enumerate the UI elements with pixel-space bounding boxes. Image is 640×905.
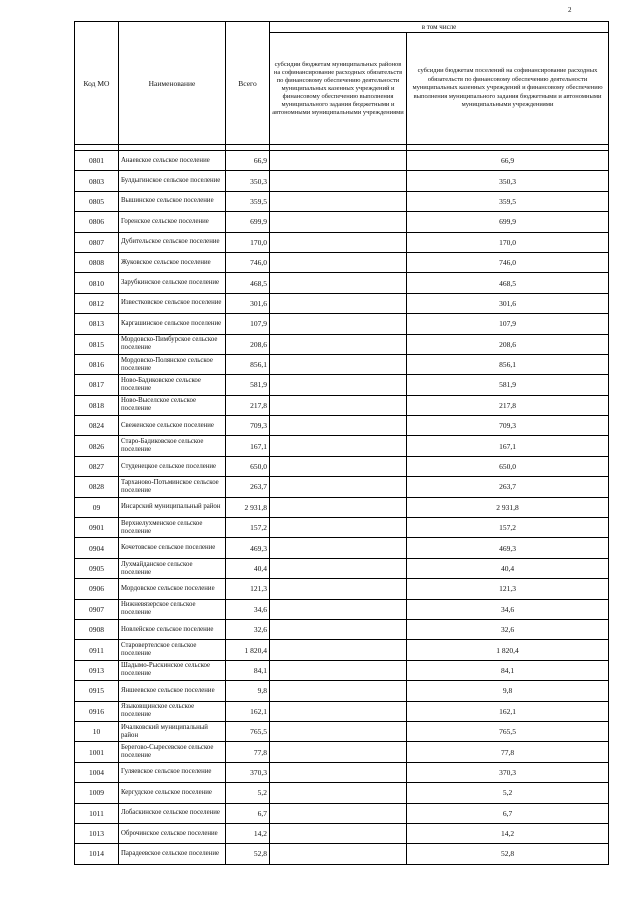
table-row	[75, 171, 609, 191]
cell-sub2: 66,9	[407, 151, 609, 171]
cell-name: Парадеевское сельское поселение	[119, 844, 226, 864]
cell-total: 40,4	[226, 558, 270, 578]
cell-total: 66,9	[226, 151, 270, 171]
cell-name: Старовертелское сельское поселение	[119, 640, 226, 660]
cell-sub2: 301,6	[407, 293, 609, 313]
cell-code: 0916	[75, 701, 119, 721]
cell-sub2: 9,8	[407, 681, 609, 701]
cell-sub2: 370,3	[407, 762, 609, 782]
cell-total: 765,5	[226, 721, 270, 741]
table-body	[75, 151, 609, 865]
cell-sub1	[270, 477, 407, 497]
cell-name: Зарубкинское сельское поселение	[119, 273, 226, 293]
cell-name: Ново-Бадиковское сельское поселение	[119, 375, 226, 395]
cell-sub2: 14,2	[407, 823, 609, 843]
cell-total: 650,0	[226, 456, 270, 476]
cell-code: 0913	[75, 660, 119, 680]
table-row	[75, 721, 609, 741]
cell-code: 0905	[75, 558, 119, 578]
cell-sub2: 6,7	[407, 803, 609, 823]
cell-name: Мордовское сельское поселение	[119, 579, 226, 599]
cell-name: Берегово-Сыресевское сельское поселение	[119, 742, 226, 762]
cell-sub2: 32,6	[407, 619, 609, 639]
cell-name: Мордовско-Полянское сельское поселение	[119, 354, 226, 374]
cell-total: 469,3	[226, 538, 270, 558]
cell-total: 217,8	[226, 395, 270, 415]
cell-name: Ново-Выселское сельское поселение	[119, 395, 226, 415]
table-row	[75, 762, 609, 782]
cell-name: Жуковское сельское поселение	[119, 252, 226, 272]
cell-code: 0810	[75, 273, 119, 293]
cell-sub1	[270, 375, 407, 395]
cell-total: 350,3	[226, 171, 270, 191]
table-row	[75, 619, 609, 639]
cell-sub2: 746,0	[407, 252, 609, 272]
cell-code: 0901	[75, 518, 119, 538]
cell-total: 9,8	[226, 681, 270, 701]
cell-sub1	[270, 354, 407, 374]
table-row	[75, 273, 609, 293]
cell-total: 370,3	[226, 762, 270, 782]
cell-name: Тарханово-Потьминское сельское поселение	[119, 477, 226, 497]
cell-total: 709,3	[226, 416, 270, 436]
page-number: 2	[568, 6, 572, 14]
cell-total: 301,6	[226, 293, 270, 313]
cell-sub2: 350,3	[407, 171, 609, 191]
table-row	[75, 293, 609, 313]
cell-code: 1004	[75, 762, 119, 782]
cell-code: 0807	[75, 232, 119, 252]
cell-total: 2 931,8	[226, 497, 270, 517]
table-row	[75, 579, 609, 599]
cell-total: 77,8	[226, 742, 270, 762]
cell-total: 1 820,4	[226, 640, 270, 660]
cell-sub2: 157,2	[407, 518, 609, 538]
cell-sub1	[270, 293, 407, 313]
cell-total: 167,1	[226, 436, 270, 456]
table-row	[75, 151, 609, 171]
cell-total: 746,0	[226, 252, 270, 272]
cell-code: 0826	[75, 436, 119, 456]
cell-sub2: 359,5	[407, 191, 609, 211]
table-row	[75, 191, 609, 211]
cell-total: 581,9	[226, 375, 270, 395]
cell-code: 0904	[75, 538, 119, 558]
cell-total: 856,1	[226, 354, 270, 374]
cell-sub1	[270, 212, 407, 232]
header-group: в том числе	[270, 22, 609, 33]
table-row	[75, 660, 609, 680]
cell-sub1	[270, 823, 407, 843]
cell-sub2: 121,3	[407, 579, 609, 599]
table-row	[75, 477, 609, 497]
cell-sub2: 1 820,4	[407, 640, 609, 660]
table-row	[75, 212, 609, 232]
cell-sub2: 5,2	[407, 783, 609, 803]
cell-name: Инсарский муниципальный район	[119, 497, 226, 517]
table-row	[75, 314, 609, 334]
cell-total: 84,1	[226, 660, 270, 680]
cell-sub1	[270, 721, 407, 741]
table-row	[75, 518, 609, 538]
cell-sub1	[270, 803, 407, 823]
subsidy-table	[74, 21, 609, 865]
cell-sub2: 699,9	[407, 212, 609, 232]
cell-sub1	[270, 151, 407, 171]
cell-name: Гуляевское сельское поселение	[119, 762, 226, 782]
cell-sub2: 40,4	[407, 558, 609, 578]
cell-code: 1014	[75, 844, 119, 864]
cell-sub2: 650,0	[407, 456, 609, 476]
table-row	[75, 436, 609, 456]
cell-total: 107,9	[226, 314, 270, 334]
cell-total: 6,7	[226, 803, 270, 823]
header-total: Всего	[226, 22, 270, 145]
cell-sub1	[270, 783, 407, 803]
cell-sub1	[270, 191, 407, 211]
table-row	[75, 416, 609, 436]
cell-total: 157,2	[226, 518, 270, 538]
cell-name: Шадымо-Рыскинское сельское поселение	[119, 660, 226, 680]
cell-sub1	[270, 518, 407, 538]
cell-code: 0818	[75, 395, 119, 415]
cell-name: Известковское сельское поселение	[119, 293, 226, 313]
cell-code: 0806	[75, 212, 119, 232]
cell-total: 32,6	[226, 619, 270, 639]
cell-name: Булдыгинское сельское поселение	[119, 171, 226, 191]
cell-total: 121,3	[226, 579, 270, 599]
cell-sub1	[270, 599, 407, 619]
cell-total: 468,5	[226, 273, 270, 293]
table-row	[75, 803, 609, 823]
cell-name: Новлейское сельское поселение	[119, 619, 226, 639]
cell-name: Нижневязерское сельское поселение	[119, 599, 226, 619]
cell-name: Языковщинское сельское поселение	[119, 701, 226, 721]
cell-sub2: 469,3	[407, 538, 609, 558]
cell-total: 263,7	[226, 477, 270, 497]
cell-code: 0808	[75, 252, 119, 272]
cell-name: Старо-Бадиковское сельское поселение	[119, 436, 226, 456]
cell-sub1	[270, 252, 407, 272]
cell-code: 0812	[75, 293, 119, 313]
cell-sub2: 52,8	[407, 844, 609, 864]
cell-name: Яншеевское сельское поселение	[119, 681, 226, 701]
cell-name: Оброчинское сельское поселение	[119, 823, 226, 843]
cell-sub1	[270, 701, 407, 721]
table-row	[75, 252, 609, 272]
cell-sub1	[270, 456, 407, 476]
table-header	[75, 22, 609, 151]
cell-code: 0907	[75, 599, 119, 619]
cell-total: 52,8	[226, 844, 270, 864]
cell-code: 1001	[75, 742, 119, 762]
cell-code: 0906	[75, 579, 119, 599]
cell-total: 359,5	[226, 191, 270, 211]
cell-code: 0828	[75, 477, 119, 497]
cell-code: 0816	[75, 354, 119, 374]
cell-sub1	[270, 681, 407, 701]
cell-code: 0801	[75, 151, 119, 171]
cell-sub1	[270, 742, 407, 762]
cell-sub1	[270, 497, 407, 517]
cell-sub1	[270, 314, 407, 334]
cell-name: Кочетовское сельское поселение	[119, 538, 226, 558]
table-row	[75, 334, 609, 354]
cell-sub2: 170,0	[407, 232, 609, 252]
cell-sub1	[270, 558, 407, 578]
cell-code: 1013	[75, 823, 119, 843]
table-row	[75, 599, 609, 619]
cell-sub2: 709,3	[407, 416, 609, 436]
cell-total: 170,0	[226, 232, 270, 252]
table-row	[75, 823, 609, 843]
cell-code: 0911	[75, 640, 119, 660]
cell-code: 0815	[75, 334, 119, 354]
cell-sub2: 263,7	[407, 477, 609, 497]
cell-sub2: 2 931,8	[407, 497, 609, 517]
cell-code: 0827	[75, 456, 119, 476]
table-row	[75, 640, 609, 660]
table-row	[75, 375, 609, 395]
cell-name: Вышинское сельское поселение	[119, 191, 226, 211]
cell-total: 14,2	[226, 823, 270, 843]
cell-sub2: 107,9	[407, 314, 609, 334]
cell-code: 10	[75, 721, 119, 741]
cell-name: Ичалковский муниципальный район	[119, 721, 226, 741]
cell-name: Анаевское сельское поселение	[119, 151, 226, 171]
cell-sub1	[270, 334, 407, 354]
cell-code: 0805	[75, 191, 119, 211]
header-code: Код МО	[75, 22, 119, 145]
table-row	[75, 395, 609, 415]
cell-name: Свеженское сельское поселение	[119, 416, 226, 436]
cell-sub1	[270, 640, 407, 660]
cell-code: 0813	[75, 314, 119, 334]
cell-sub2: 77,8	[407, 742, 609, 762]
cell-total: 5,2	[226, 783, 270, 803]
cell-sub1	[270, 538, 407, 558]
cell-sub2: 765,5	[407, 721, 609, 741]
table-row	[75, 538, 609, 558]
table-row	[75, 232, 609, 252]
cell-code: 0915	[75, 681, 119, 701]
cell-sub1	[270, 436, 407, 456]
cell-name: Каргашинское сельское поселение	[119, 314, 226, 334]
cell-name: Верхнелухменское сельское поселение	[119, 518, 226, 538]
cell-total: 699,9	[226, 212, 270, 232]
table-row	[75, 497, 609, 517]
cell-name: Горенское сельское поселение	[119, 212, 226, 232]
table-row	[75, 783, 609, 803]
cell-code: 0803	[75, 171, 119, 191]
cell-sub2: 34,6	[407, 599, 609, 619]
table-row	[75, 681, 609, 701]
cell-total: 34,6	[226, 599, 270, 619]
cell-sub2: 208,6	[407, 334, 609, 354]
table-row	[75, 742, 609, 762]
cell-sub1	[270, 171, 407, 191]
header-sub2: субсидии бюджетам поселений на софинансирование расходных обязательств по финансовому обеспечению деятельности муниципальных казенных учреждений и финансовому обеспечению выполнения муниципального задания бюджетными и автономными муниципальными учреждениями	[407, 33, 609, 145]
header-name: Наименование	[119, 22, 226, 145]
table-row	[75, 558, 609, 578]
cell-sub2: 856,1	[407, 354, 609, 374]
cell-sub2: 468,5	[407, 273, 609, 293]
table-row	[75, 701, 609, 721]
cell-sub1	[270, 232, 407, 252]
table-row	[75, 354, 609, 374]
cell-sub1	[270, 619, 407, 639]
cell-sub2: 162,1	[407, 701, 609, 721]
cell-code: 09	[75, 497, 119, 517]
cell-sub2: 84,1	[407, 660, 609, 680]
table-row	[75, 456, 609, 476]
cell-sub1	[270, 416, 407, 436]
cell-sub2: 581,9	[407, 375, 609, 395]
cell-sub2: 217,8	[407, 395, 609, 415]
cell-sub1	[270, 762, 407, 782]
cell-sub1	[270, 660, 407, 680]
cell-sub2: 167,1	[407, 436, 609, 456]
cell-sub1	[270, 844, 407, 864]
cell-code: 0817	[75, 375, 119, 395]
header-sub1: субсидии бюджетам муниципальных районов на софинансирование расходных обязательств по финансовому обеспечению деятельности муниципальных казенных учреждений и финансовому обеспечению выполнения муниципального задания бюджетными и автономными муниципальными учреждениями	[270, 33, 407, 145]
cell-code: 1009	[75, 783, 119, 803]
cell-name: Лухмайданское сельское поселение	[119, 558, 226, 578]
cell-total: 208,6	[226, 334, 270, 354]
table-row	[75, 844, 609, 864]
cell-code: 0908	[75, 619, 119, 639]
cell-name: Дубительское сельское поселение	[119, 232, 226, 252]
cell-sub1	[270, 273, 407, 293]
cell-sub1	[270, 395, 407, 415]
cell-name: Лобаскинское сельское поселение	[119, 803, 226, 823]
cell-name: Мордовско-Пимбурское сельское поселение	[119, 334, 226, 354]
cell-code: 0824	[75, 416, 119, 436]
cell-total: 162,1	[226, 701, 270, 721]
cell-sub1	[270, 579, 407, 599]
cell-name: Кергудское сельское поселение	[119, 783, 226, 803]
cell-name: Студенецкое сельское поселение	[119, 456, 226, 476]
cell-code: 1011	[75, 803, 119, 823]
